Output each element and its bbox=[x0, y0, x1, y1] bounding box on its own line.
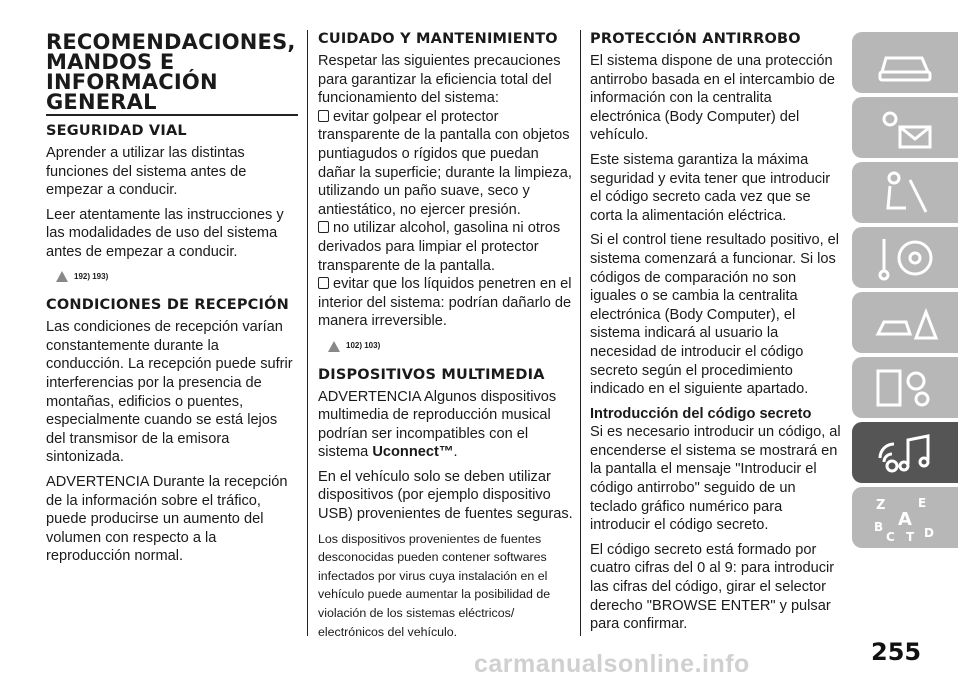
column-1 bbox=[46, 32, 298, 572]
paragraph: Respetar las siguientes precauciones para garantizar la eficiencia total del funcionamiento del sistema: bbox=[318, 53, 561, 107]
paragraph: ADVERTENCIA Algunos dispositivos multimedia de reproducción musical podrían ser incompatibles con el sistema Uconnect™. bbox=[318, 388, 557, 461]
tab-multimedia[interactable] bbox=[852, 422, 958, 483]
index-letters-icon bbox=[870, 493, 940, 543]
paragraph: Aprender a utilizar las distintas funciones del sistema antes de empezar a conducir. bbox=[46, 145, 247, 199]
tab-breakdown[interactable] bbox=[852, 292, 958, 353]
paragraph: El código secreto está formado por cuatro cifras del 0 al 9: para introducir las cifras del código, girar el selector derecho "BROWSE ENTER" y pulsar para confirmar. bbox=[590, 541, 835, 633]
warning-triangle-icon bbox=[328, 341, 340, 352]
paragraph: Si el control tiene resultado positivo, el sistema comenzará a funcionar. Si los códigos de comparación no son iguales o se cambia la centralita electrónica (Body Computer), el sistema indicará al usuario la necesidad de introducir el código secreto según el procedimiento indicado en el siguiente apartado. bbox=[590, 232, 840, 398]
paragraph: Si es necesario introducir un código, al encenderse el sistema se mostrará en la pantalla el mensaje "Introducir el código antirrobo" seguido de un teclado gráfico numérico para introducir el código secreto. bbox=[590, 424, 841, 534]
paragraph: Este sistema garantiza la máxima seguridad y evita tener que introducir el código secreto cada vez que se corta la alimentación eléctrica. bbox=[590, 151, 831, 224]
tab-car[interactable] bbox=[852, 32, 958, 93]
column-divider bbox=[580, 30, 581, 636]
tab-maintenance[interactable] bbox=[852, 357, 958, 418]
page-title: RECOMENDACIONES, MANDOS E INFORMACIÓN GENERAL bbox=[46, 30, 296, 114]
page-number: 255 bbox=[871, 638, 922, 666]
title-rule bbox=[46, 114, 298, 116]
watermark: carmanualsonline.info bbox=[474, 650, 750, 678]
paragraph: ADVERTENCIA Durante la recepción de la información sobre el tráfico, puede producirse un aumento del volumen con respecto a la reproducción normal. bbox=[46, 473, 288, 565]
chapter-tabs bbox=[852, 32, 960, 552]
column-2 bbox=[318, 32, 573, 641]
reference-numbers: 192) 193) bbox=[74, 271, 109, 281]
column-3 bbox=[590, 32, 845, 640]
index-letter: D bbox=[924, 525, 934, 540]
tab-warning-lights[interactable] bbox=[852, 97, 958, 158]
warning-triangle-icon bbox=[56, 271, 68, 282]
heading-condiciones-recepcion: CONDICIONES DE RECEPCIÓN bbox=[46, 297, 289, 314]
paragraph: Leer atentamente las instrucciones y las modalidades de uso del sistema antes de empezar a conducir. bbox=[46, 206, 284, 260]
key-steering-icon bbox=[870, 233, 940, 283]
index-letter: Z bbox=[876, 497, 886, 513]
tab-index[interactable] bbox=[852, 487, 958, 548]
paragraph-small: Los dispositivos provenientes de fuentes desconocidas pueden contener softwares infectados por virus cuya instalación en el vehículo puede aumentar la posibilidad de violación de los sistemas eléctricos/ electrónicos del vehículo. bbox=[318, 531, 551, 639]
bullet-icon bbox=[318, 277, 329, 289]
warning-reference bbox=[328, 337, 573, 356]
heading-proteccion-antirrobo: PROTECCIÓN ANTIRROBO bbox=[590, 31, 801, 47]
index-letter: B bbox=[874, 519, 884, 534]
bullet-icon bbox=[318, 221, 329, 233]
airbag-seat-icon bbox=[870, 168, 940, 218]
warning-lights-icon bbox=[870, 103, 940, 153]
index-letter: T bbox=[906, 529, 915, 543]
bullet-item: evitar que los líquidos penetren en el interior del sistema: podrían dañarlo de manera irreversible. bbox=[318, 276, 572, 330]
maintenance-gears-icon bbox=[870, 363, 940, 413]
heading-cuidado-mantenimiento: CUIDADO Y MANTENIMIENTO bbox=[318, 31, 558, 47]
reference-numbers: 102) 103) bbox=[346, 340, 381, 350]
breakdown-icon bbox=[870, 298, 940, 348]
paragraph: Las condiciones de recepción varían constantemente durante la conducción. La recepción puede sufrir interferencias por la presencia de montañas, edificios o puentes, especialmente cuando se está lejos del transmisor de la emisora sintonizada. bbox=[46, 319, 293, 466]
subheading-introduccion-codigo: Introducción del código secreto bbox=[590, 405, 812, 422]
warning-reference bbox=[56, 268, 298, 287]
tab-airbag-seat[interactable] bbox=[852, 162, 958, 223]
car-icon bbox=[870, 38, 940, 88]
paragraph: El sistema dispone de una protección antirrobo basada en el intercambio de información con la centralita electrónica (Body Computer) del vehículo. bbox=[590, 53, 836, 144]
bullet-icon bbox=[318, 110, 329, 122]
heading-seguridad-vial: SEGURIDAD VIAL bbox=[46, 123, 187, 139]
index-letter: E bbox=[918, 495, 927, 510]
index-letter: C bbox=[886, 529, 895, 543]
multimedia-icon bbox=[870, 428, 940, 478]
column-divider bbox=[307, 30, 308, 636]
tab-key-steering[interactable] bbox=[852, 227, 958, 288]
bullet-item: evitar golpear el protector transparente de la pantalla con objetos puntiagudos o rígidos que puedan dañar la superficie; durante la limpieza, utilizando un paño suave, seco y antiestático, no ejercer presión. bbox=[318, 108, 572, 218]
index-letter: A bbox=[898, 508, 912, 530]
paragraph: En el vehículo solo se deben utilizar dispositivos (por ejemplo dispositivo USB) provenientes de fuentes seguras. bbox=[318, 468, 573, 523]
heading-dispositivos-multimedia: DISPOSITIVOS MULTIMEDIA bbox=[318, 366, 545, 383]
bullet-item: no utilizar alcohol, gasolina ni otros derivados para limpiar el protector transparente de la pantalla. bbox=[318, 220, 561, 274]
